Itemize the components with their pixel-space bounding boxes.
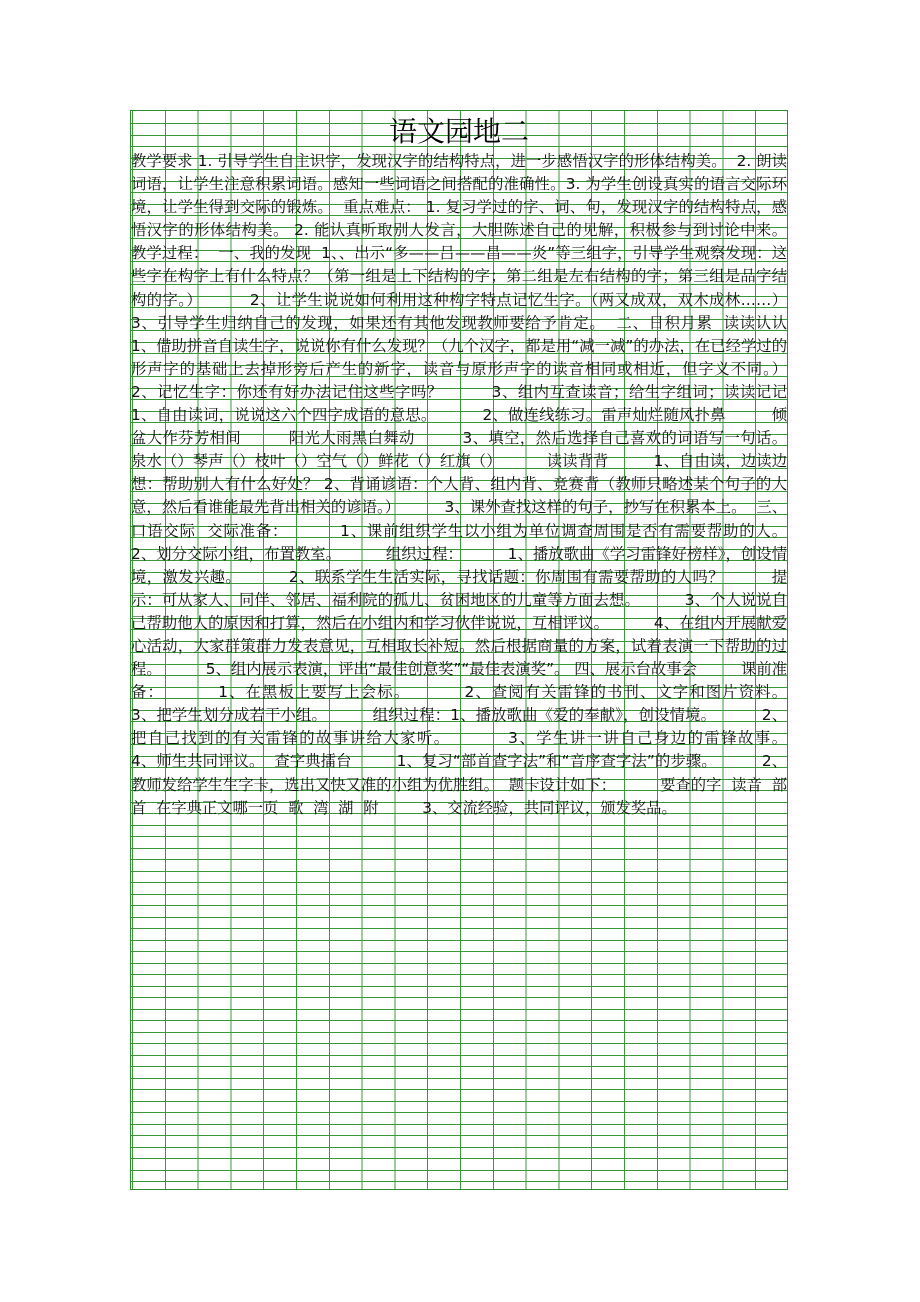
page-title-text: 语文园地二 <box>388 115 529 148</box>
lesson-plan-body: 教学要求 1. 引导学生自主识字，发现汉字的结构特点，进一步感悟汉字的形体结构美。 2. 朗读词语，让学生注意积累词语。感知一些词语之间搭配的准确性。3. 为学生创设真实的语言交际环境，让学生得到交际的锻炼。 重点难点： 1. 复习学过的字、词、句，发现汉字的结构特点，感悟汉字的形体结构美。 2. 能认真听取别人发言，大胆陈述自己的见解，积极参与到讨论中来。 教学过程： 一、我的发现 1、、出示“多——吕——昌——炎”等三组字，引导学生观察发现：这些字在构字上有什么特点？（第一组是上下结构的字；第二组是左右结构的字；第三组是品字结构的字。） 2、让学生说说如何利用这种构字特点记忆生字。（两又成双，双木成林……） 3、引导学生归纳自己的发现，如果还有其他发现教师要给予肯定。 二、日积月累 读读认认 1、借助拼音自读生字，说说你有什么发现？（九个汉字，都是用“减一减”的办法，在已经学过的形声字的基础上去掉形旁后产生的新字，读音与原形声字的读音相同或相近，但字义不同。） 2、记忆生字：你还有好办法记住这些字吗？ 3、组内互查读音；给生字组词；读读记记 1、自由读词，说说这六个四字成语的意思。 2、做连线练习。雷声灿烂随风扑鼻 倾盆大作芬芳相间 阳光大雨黑白舞动 3、填空，然后选择自己喜欢的词语写一句话。 泉水（）琴声（）枝叶（）空气（）鲜花（）红旗（） 读读背背 1、自由读，边读边想：帮助别人有什么好处？ 2、背诵谚语：个人背、组内背、竞赛背（教师只略述某个句子的大意，然后看谁能最先背出相关的谚语。） 3、课外查找这样的句子，抄写在积累本上。 三、口语交际 交际准备： 1、课前组织学生以小组为单位调查周围是否有需要帮助的人。 2、划分交际小组，布置教室。 组织过程： 1、播放歌曲《学习雷锋好榜样》，创设情境，激发兴趣。 2、联系学生生活实际，寻找话题：你周围有需要帮助的人吗？ 提示：可从家人、同伴、邻居、福利院的孤儿、贫困地区的儿童等方面去想。 3、个人说说自己帮助他人的原因和打算，然后在小组内和学习伙伴说说，互相评议。 4、在组内开展献爱心活动，大家群策群力发表意见，互相取长补短。然后根据商量的方案，试着表演一下帮助的过程。 5、组内展示表演，评出“最佳创意奖”“最佳表演奖”。 四、展示台故事会 课前准备： 1、在黑板上要写上会标。 2、查阅有关雷锋的书刊、文字和图片资料。 3、把学生划分成若干小组。 组织过程：1、播放歌曲《爱的奉献》，创设情境。 2、把自己找到的有关雷锋的故事讲给大家听。 3、学生讲一讲自己身边的雷锋故事。 4、师生共同评议。 查字典擂台 1、复习“部首查字法”和“音序查字法”的步骤。 2、教师发给学生生字卡，选出又快又准的小组为优胜组。 题卡设计如下： 要查的字 读音 部首 在字典正文哪一页 歌 湾 湖 附 3、交流经验，共同评议，颁发奖品。 <box>131 152 831 817</box>
page-title <box>130 112 788 152</box>
